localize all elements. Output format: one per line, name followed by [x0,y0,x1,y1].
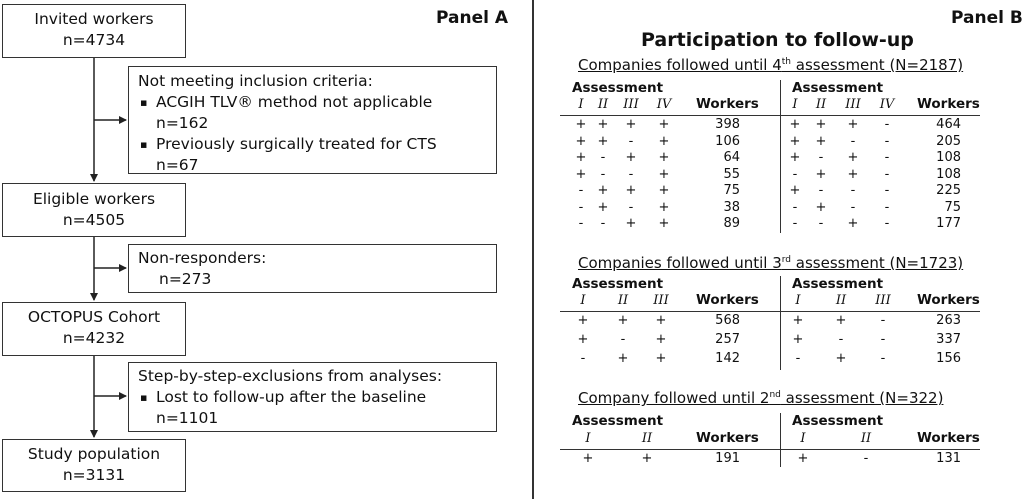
participation-mark: + [815,166,827,182]
workers-count: 131 [936,451,961,466]
participation-mark: - [818,216,824,231]
assessment-column-label: IV [656,97,672,112]
exclusion-item-count: n=67 [156,156,199,174]
exclusion-item-count: n=1101 [156,409,219,427]
ordinal-superscript: nd [769,390,781,400]
workers-count: 464 [936,117,961,132]
participation-mark: - [628,133,634,149]
participation-mark: + [597,183,609,198]
workers-count: 156 [936,351,961,366]
workers-header: Workers [696,430,759,446]
participation-mark: - [792,199,798,215]
participation-mark: + [625,150,637,165]
eligible-workers-count: n=4505 [62,211,126,229]
participation-mark: + [658,166,670,182]
participation-mark: + [582,451,594,466]
cohort-title: OCTOPUS Cohort [27,308,161,326]
workers-header: Workers [917,430,980,446]
participation-mark: + [577,313,589,328]
assessment-column-label: III [875,293,891,308]
participation-mark: - [578,183,584,198]
eligible-workers-title: Eligible workers [32,190,156,208]
participation-mark: - [880,313,886,328]
cohort-count: n=4232 [62,329,126,347]
participation-mark: - [818,183,824,198]
study-population-count: n=3131 [62,466,126,484]
workers-count: 257 [715,332,740,347]
participation-mark: + [655,313,667,328]
analysis-exclusions-title: Step-by-step-exclusions from analyses: [138,367,443,385]
participation-mark: - [792,216,798,231]
assessment-column-label: I [792,97,798,112]
participation-mark: - [792,166,798,182]
participation-mark: + [789,183,801,198]
participation-mark: + [658,216,670,231]
participation-mark: + [575,166,587,182]
assessment-header: Assessment [792,276,884,292]
workers-count: 263 [936,313,961,328]
participation-mark: - [850,133,856,149]
assessment-header: Assessment [572,413,664,429]
participation-mark: + [815,117,827,132]
workers-count: 142 [715,351,740,366]
participation-mark: + [625,117,637,132]
header-rule [560,115,980,116]
participation-mark: - [884,216,890,231]
exclusion-item-text: Previously surgically treated for CTS [156,135,437,153]
assessment-column-label: I [795,293,801,308]
participation-mark: + [815,133,827,149]
participation-mark: - [578,216,584,231]
participation-mark: + [658,133,670,149]
assessment-column-label: III [845,97,861,112]
panel-divider [532,0,534,499]
participation-mark: - [863,451,869,466]
participation-mark: + [789,133,801,149]
participation-mark: - [795,351,801,366]
participation-mark: - [838,332,844,347]
assessment-column-label: II [641,431,653,446]
participation-mark: + [597,117,609,132]
assessment-column-label: II [835,293,847,308]
participation-mark: + [847,117,859,132]
participation-mark: - [850,199,856,215]
participation-mark: + [792,332,804,347]
participation-mark: + [815,199,827,215]
assessment-column-label: I [585,431,591,446]
ordinal-superscript: th [781,57,791,67]
workers-header: Workers [917,96,980,112]
participation-mark: + [655,332,667,347]
invited-workers-count: n=4734 [62,31,126,49]
assessment-column-label: I [578,97,584,112]
panel-a-label: Panel A [436,8,509,28]
workers-count: 205 [936,133,961,149]
participation-title: Participation to follow-up [641,29,914,51]
participation-mark: - [628,199,634,215]
participation-mark: - [600,150,606,165]
participation-mark: + [792,313,804,328]
workers-count: 75 [723,183,740,198]
participation-mark: + [617,313,629,328]
participation-mark: - [884,117,890,132]
participation-mark: - [884,150,890,165]
workers-count: 38 [723,199,740,215]
participation-mark: + [597,133,609,149]
assessment-header: Assessment [792,413,884,429]
header-rule [560,449,980,450]
assessment-column-label: III [653,293,669,308]
participation-mark: - [884,183,890,198]
participation-mark: + [625,183,637,198]
participation-mark: + [658,150,670,165]
workers-header: Workers [917,292,980,308]
participation-mark: + [847,150,859,165]
assessment-column-label: II [597,97,609,112]
section-title: Companies followed until 4th assessment (N=2187) [578,56,964,74]
assessment-header: Assessment [572,80,664,96]
participation-mark: - [600,216,606,231]
workers-count: 337 [936,332,961,347]
participation-mark: + [625,216,637,231]
participation-mark: + [835,313,847,328]
assessment-header: Assessment [572,276,664,292]
workers-count: 225 [936,183,961,198]
workers-count: 568 [715,313,740,328]
section-title: Company followed until 2nd assessment (N=322) [578,389,944,407]
participation-mark: + [789,150,801,165]
participation-mark: + [658,183,670,198]
participation-mark: + [797,451,809,466]
participation-mark: + [597,199,609,215]
participation-mark: + [847,216,859,231]
inclusion-criteria-title: Not meeting inclusion criteria: [138,72,373,90]
participation-mark: + [641,451,653,466]
workers-count: 191 [715,451,740,466]
workers-count: 108 [936,150,961,165]
study-population-title: Study population [27,445,161,463]
assessment-column-label: I [580,293,586,308]
workers-count: 106 [715,133,740,149]
table-divider [780,413,781,467]
participation-mark: - [620,332,626,347]
exclusion-item-text: ACGIH TLV® method not applicable [156,93,433,111]
invited-workers-title: Invited workers [34,10,154,28]
ordinal-superscript: rd [781,255,792,265]
table-divider [780,276,781,370]
participation-mark: + [658,199,670,215]
workers-count: 89 [723,216,740,231]
workers-count: 64 [723,150,740,165]
section-title: Companies followed until 3rd assessment (N=1723) [578,254,964,272]
workers-count: 177 [936,216,961,231]
panel-b-label: Panel B [951,8,1023,28]
participation-mark: - [818,150,824,165]
participation-mark: + [847,166,859,182]
header-rule [560,311,980,312]
participation-mark: - [600,166,606,182]
participation-mark: - [880,351,886,366]
assessment-column-label: IV [879,97,895,112]
exclusion-item-count: n=162 [156,114,209,132]
participation-mark: + [655,351,667,366]
participation-mark: - [884,166,890,182]
assessment-column-label: III [623,97,639,112]
participation-mark: + [835,351,847,366]
participation-mark: + [575,150,587,165]
participation-mark: + [658,117,670,132]
participation-mark: + [789,117,801,132]
workers-count: 108 [936,166,961,182]
assessment-column-label: II [860,431,872,446]
workers-header: Workers [696,292,759,308]
non-responders-title: Non-responders: [138,249,267,267]
participation-mark: - [578,199,584,215]
participation-mark: - [580,351,586,366]
bullet-icon: ▪ [140,138,148,151]
participation-mark: - [884,199,890,215]
non-responders-count: n=273 [159,270,212,288]
participation-mark: + [575,133,587,149]
participation-mark: - [850,183,856,198]
workers-count: 75 [944,199,961,215]
participation-mark: + [577,332,589,347]
assessment-column-label: I [800,431,806,446]
participation-mark: + [617,351,629,366]
participation-mark: - [628,166,634,182]
exclusion-item-text: Lost to follow-up after the baseline [156,388,427,406]
participation-mark: - [884,133,890,149]
participation-mark: + [575,117,587,132]
bullet-icon: ▪ [140,96,148,109]
assessment-header: Assessment [792,80,884,96]
workers-header: Workers [696,96,759,112]
workers-count: 398 [715,117,740,132]
bullet-icon: ▪ [140,391,148,404]
assessment-column-label: II [617,293,629,308]
table-divider [780,80,781,233]
assessment-column-label: II [815,97,827,112]
participation-mark: - [880,332,886,347]
workers-count: 55 [723,166,740,182]
